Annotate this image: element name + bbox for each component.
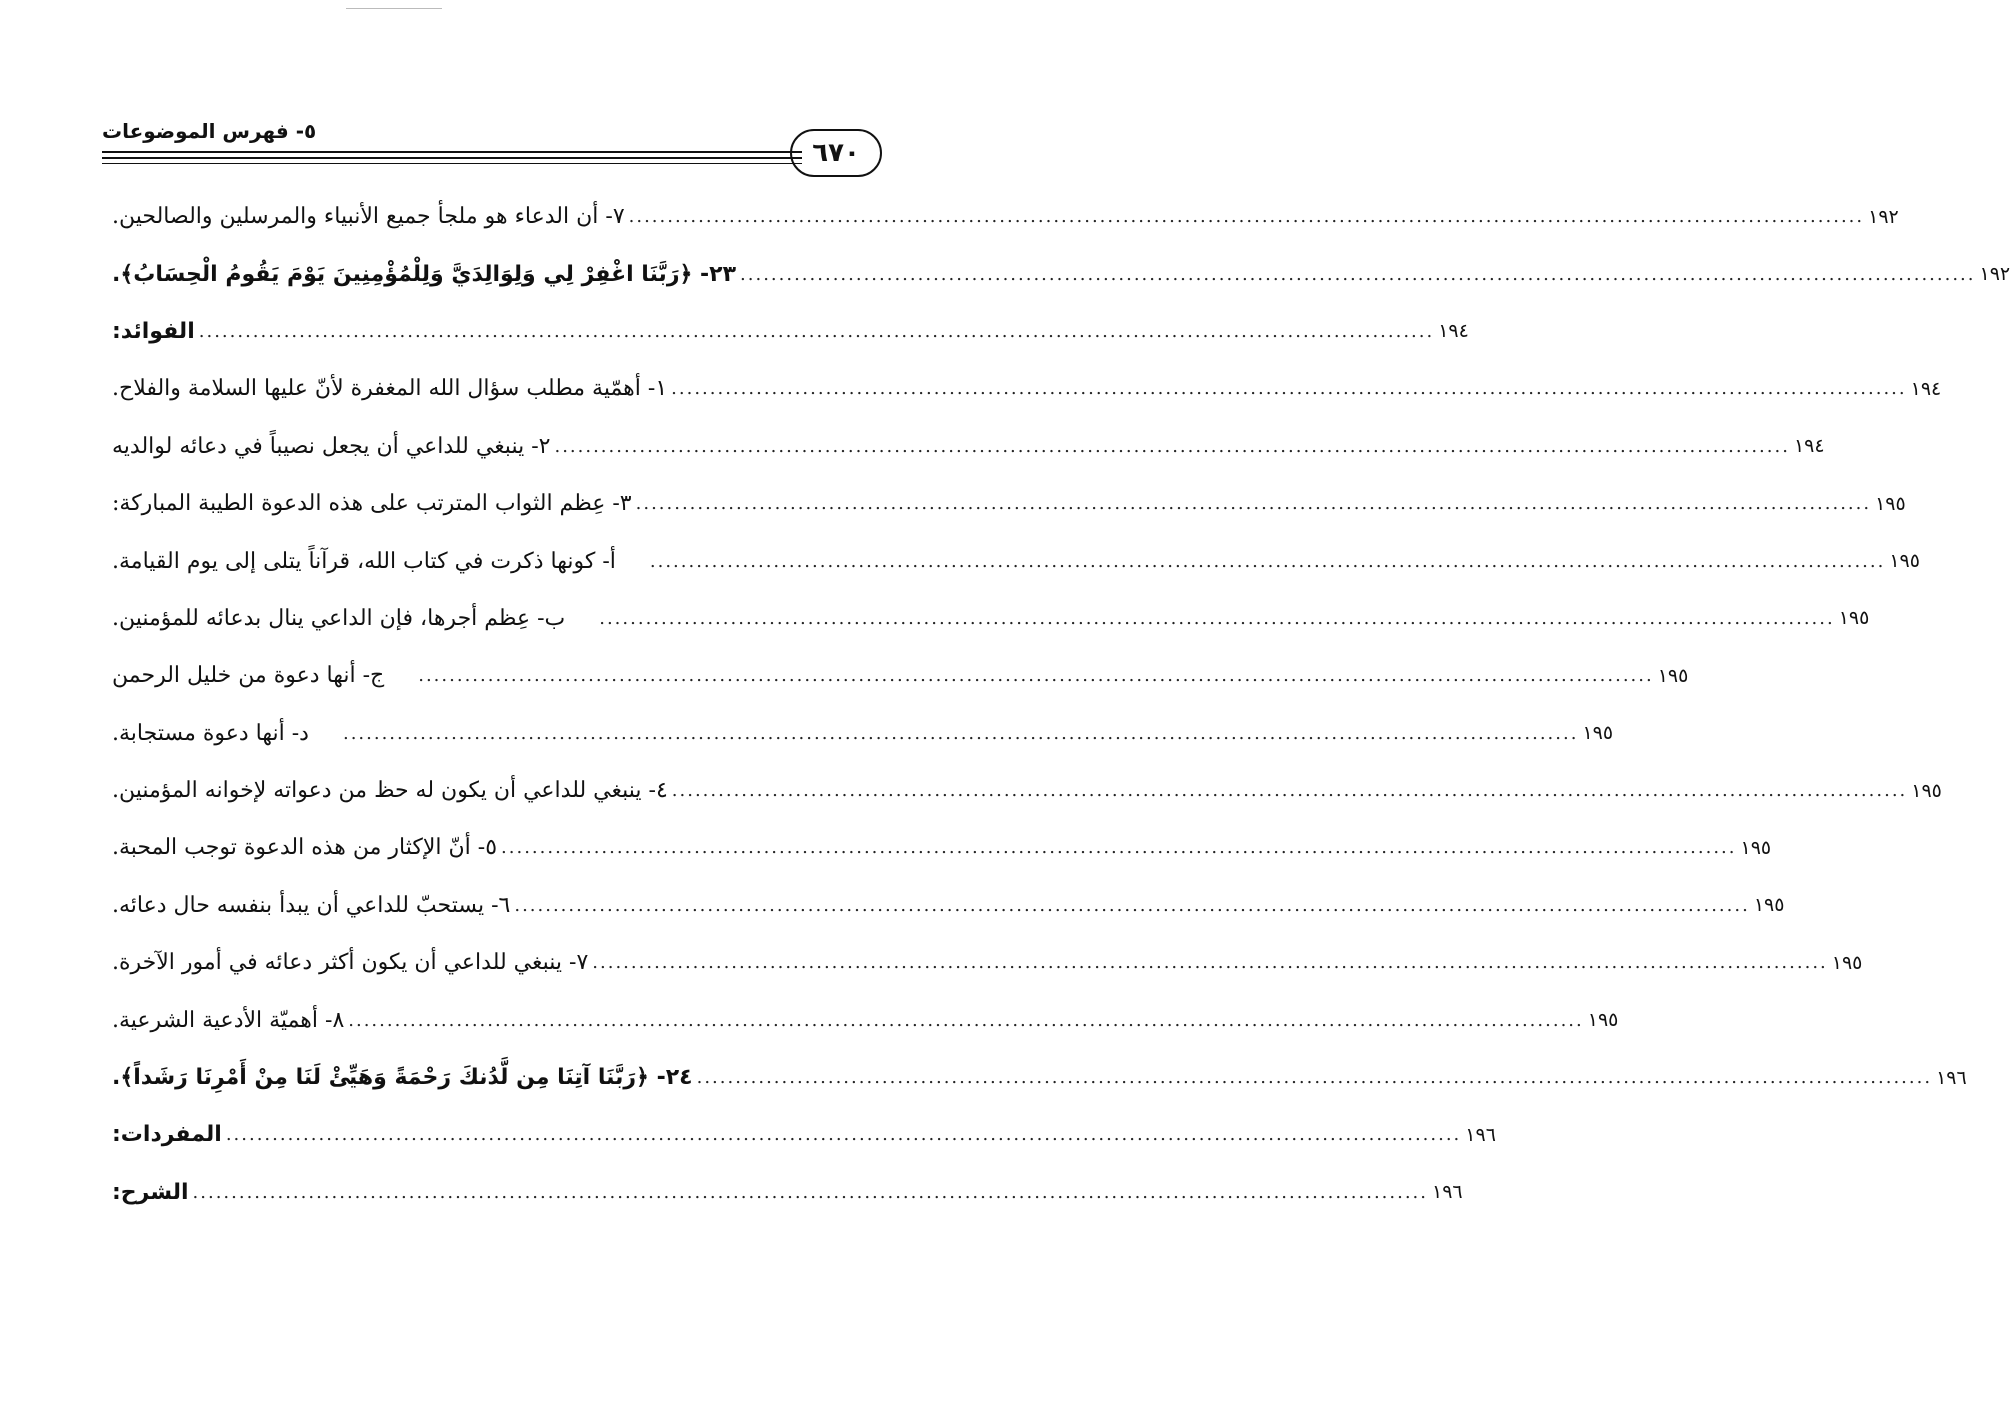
table-of-contents: [112, 188, 2010, 1221]
toc-leader-dots: ................................................................................................................................................................: [696, 1067, 1933, 1089]
toc-leader-dots: ................................................................................................................................................................: [671, 780, 1908, 802]
toc-entry[interactable]: [112, 360, 1942, 417]
toc-entry[interactable]: [112, 245, 2010, 302]
toc-leader-dots: ................................................................................................................................................................: [198, 320, 1435, 342]
toc-leader-dots: ................................................................................................................................................................: [514, 894, 1750, 916]
toc-entry-page: ١٩٦: [1936, 1066, 1967, 1089]
toc-entry[interactable]: [112, 647, 1689, 704]
toc-entry[interactable]: [112, 819, 1772, 876]
toc-entry-title: الشرح:: [112, 1179, 189, 1205]
toc-entry-title: الفوائد:: [112, 318, 195, 344]
toc-entry-page: ١٩٥: [1838, 607, 1870, 630]
toc-entry-page: ١٩٤: [1793, 435, 1825, 458]
toc-entry[interactable]: [112, 532, 1920, 589]
toc-entry[interactable]: [112, 934, 1863, 991]
toc-entry-page: ١٩٥: [1889, 550, 1920, 573]
page-number: ٦٧٠: [812, 138, 860, 168]
toc-entry-page: ١٩٦: [1465, 1123, 1496, 1146]
toc-entry-page: ١٩٥: [1875, 492, 1906, 515]
toc-entry-title: ٣- عِظم الثواب المترتب على هذه الدعوة الطيبة المباركة:: [112, 491, 632, 517]
toc-entry[interactable]: [112, 475, 1906, 532]
toc-entry-title: ٢٣- ﴿رَبَّنَا اغْفِرْ لِي وَلِوَالِدَيَّ وَلِلْمُؤْمِنِينَ يَوْمَ يَقُومُ الْحِسَابُ﴾.: [112, 261, 737, 287]
toc-entry-page: ١٩٥: [1582, 722, 1614, 745]
toc-leader-dots: ................................................................................................................................................................: [649, 550, 1886, 572]
toc-entry-title: ٧- أن الدعاء هو ملجأ جميع الأنبياء والمرسلين والصالحين.: [112, 204, 625, 230]
toc-leader-dots: ................................................................................................................................................................: [348, 1009, 1584, 1031]
toc-entry-title: ٢- ينبغي للداعي أن يجعل نصيباً في دعائه لوالديه: [112, 433, 551, 459]
toc-entry[interactable]: [112, 1164, 1463, 1221]
toc-leader-dots: ................................................................................................................................................................: [501, 837, 1737, 859]
toc-entry-title: ٤- ينبغي للداعي أن يكون له حظ من دعواته لإخوانه المؤمنين.: [112, 778, 668, 804]
toc-entry[interactable]: [112, 418, 1825, 475]
toc-entry-title: ٥- أنّ الإكثار من هذه الدعوة توجب المحبة.: [112, 835, 498, 861]
page-header: [96, 115, 882, 185]
toc-entry[interactable]: [112, 1049, 1967, 1106]
toc-entry-title: ١- أهمّية مطلب سؤال الله المغفرة لأنّ عليها السلامة والفلاح.: [112, 376, 668, 402]
section-title: ٥- فهرس الموضوعات: [102, 119, 317, 143]
toc-entry[interactable]: [112, 991, 1619, 1048]
toc-entry[interactable]: [112, 762, 1942, 819]
toc-entry-title: ب- عِظم أجرها، فإن الداعي ينال بدعائه للمؤمنين.: [112, 605, 566, 631]
toc-entry-title: د- أنها دعوة مستجابة.: [112, 720, 309, 746]
toc-entry[interactable]: [112, 877, 1785, 934]
toc-entry-title: ٢٤- ﴿رَبَّنَا آتِنَا مِن لَّدُنكَ رَحْمَةً وَهَيِّئْ لَنَا مِنْ أَمْرِنَا رَشَداً﴾.: [112, 1065, 693, 1091]
header-rule: [102, 163, 802, 164]
toc-entry-page: ١٩٥: [1587, 1009, 1619, 1032]
toc-entry[interactable]: [112, 188, 1899, 245]
page-number-badge: [790, 129, 882, 177]
toc-entry-title: ج- أنها دعوة من خليل الرحمن: [112, 663, 385, 689]
header-rule: [102, 157, 802, 159]
toc-entry[interactable]: [112, 705, 1614, 762]
toc-entry-page: ١٩٤: [1438, 320, 1469, 343]
toc-leader-dots: ................................................................................................................................................................: [225, 1124, 1462, 1146]
toc-leader-dots: ................................................................................................................................................................: [342, 722, 1579, 744]
toc-leader-dots: ................................................................................................................................................................: [418, 665, 1654, 687]
toc-entry-title: ٨- أهميّة الأدعية الشرعية.: [112, 1007, 345, 1033]
toc-leader-dots: ................................................................................................................................................................: [599, 607, 1835, 629]
toc-entry-page: ١٩٦: [1432, 1181, 1463, 1204]
toc-entry-page: ١٩٥: [1831, 951, 1863, 974]
header-rule: [102, 151, 802, 153]
toc-entry[interactable]: [112, 303, 1469, 360]
top-divider: [346, 8, 442, 9]
toc-entry-page: ١٩٥: [1911, 779, 1942, 802]
toc-entry[interactable]: [112, 1106, 1496, 1163]
toc-entry-page: ١٩٢: [1868, 205, 1899, 228]
toc-leader-dots: ................................................................................................................................................................: [554, 435, 1790, 457]
toc-entry-title: أ- كونها ذكرت في كتاب الله، قرآناً يتلى إلى يوم القيامة.: [112, 548, 616, 574]
toc-leader-dots: ................................................................................................................................................................: [740, 263, 1976, 285]
toc-entry[interactable]: [112, 590, 1870, 647]
toc-leader-dots: ................................................................................................................................................................: [671, 378, 1907, 400]
toc-entry-page: ١٩٥: [1753, 894, 1785, 917]
toc-entry-page: ١٩٥: [1740, 836, 1772, 859]
toc-entry-title: ٧- ينبغي للداعي أن يكون أكثر دعائه في أمور الآخرة.: [112, 950, 589, 976]
toc-leader-dots: ................................................................................................................................................................: [192, 1181, 1428, 1203]
toc-entry-title: المفردات:: [112, 1122, 222, 1148]
toc-leader-dots: ................................................................................................................................................................: [628, 206, 1865, 228]
toc-entry-page: ١٩٢: [1979, 263, 2010, 286]
toc-entry-page: ١٩٥: [1657, 664, 1689, 687]
toc-entry-title: ٦- يستحبّ للداعي أن يبدأ بنفسه حال دعائه.: [112, 892, 511, 918]
toc-entry-page: ١٩٤: [1910, 377, 1942, 400]
toc-leader-dots: ................................................................................................................................................................: [635, 493, 1872, 515]
toc-leader-dots: ................................................................................................................................................................: [592, 952, 1828, 974]
